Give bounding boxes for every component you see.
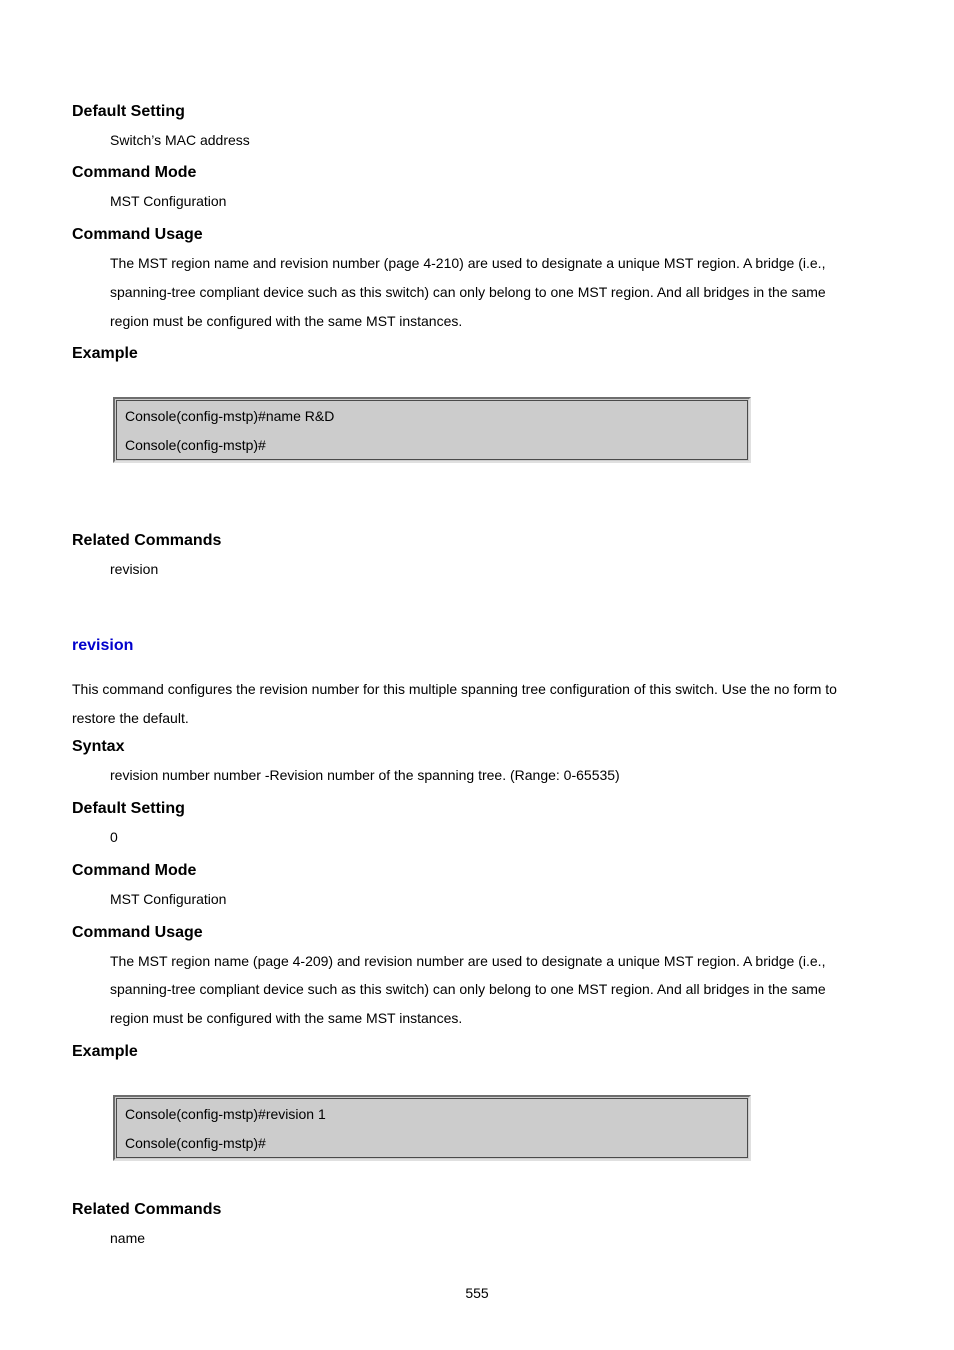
command-mode-heading: Command Mode (72, 862, 197, 879)
command-description-line: This command configures the revision number for this multiple spanning tree configuration of this switch. Use the no form to (72, 681, 837, 697)
command-mode-value: MST Configuration (110, 193, 227, 209)
command-title: revision (72, 637, 134, 654)
default-setting-value: Switch’s MAC address (110, 132, 250, 148)
command-mode-value: MST Configuration (110, 891, 227, 907)
console-line: Console(config-mstp)#name R&D (125, 408, 335, 424)
command-usage-line: The MST region name (page 4-209) and revision number are used to designate a unique MST region. A bridge (i.e., (110, 953, 826, 969)
console-line: Console(config-mstp)# (125, 1135, 266, 1151)
command-usage-line: spanning-tree compliant device such as this switch) can only belong to one MST region. And all bridges in the same (110, 981, 826, 997)
command-usage-heading: Command Usage (72, 226, 203, 243)
default-setting-heading: Default Setting (72, 800, 185, 817)
example-heading: Example (72, 1043, 138, 1060)
related-command-item: revision (110, 561, 159, 577)
page-number: 555 (465, 1285, 489, 1301)
related-commands-heading: Related Commands (72, 1201, 222, 1218)
console-line: Console(config-mstp)# (125, 437, 266, 453)
command-usage-line: spanning-tree compliant device such as this switch) can only belong to one MST region. And all bridges in the same (110, 284, 826, 300)
console-example-box (113, 397, 751, 463)
command-usage-heading: Command Usage (72, 924, 203, 941)
command-mode-heading: Command Mode (72, 164, 197, 181)
related-command-item: name (110, 1230, 146, 1246)
console-line: Console(config-mstp)#revision 1 (125, 1106, 326, 1122)
syntax-value: revision number number -Revision number of the spanning tree. (Range: 0-65535) (110, 767, 620, 783)
related-commands-heading: Related Commands (72, 532, 222, 549)
default-setting-heading: Default Setting (72, 103, 185, 120)
example-heading: Example (72, 345, 138, 362)
syntax-heading: Syntax (72, 738, 125, 755)
command-usage-line: region must be configured with the same MST instances. (110, 313, 463, 329)
console-example-box (113, 1095, 751, 1161)
command-description-line: restore the default. (72, 710, 189, 726)
default-setting-value: 0 (110, 829, 118, 845)
command-usage-line: region must be configured with the same MST instances. (110, 1010, 463, 1026)
command-usage-line: The MST region name and revision number (page 4-210) are used to designate a unique MST region. A bridge (i.e., (110, 255, 826, 271)
